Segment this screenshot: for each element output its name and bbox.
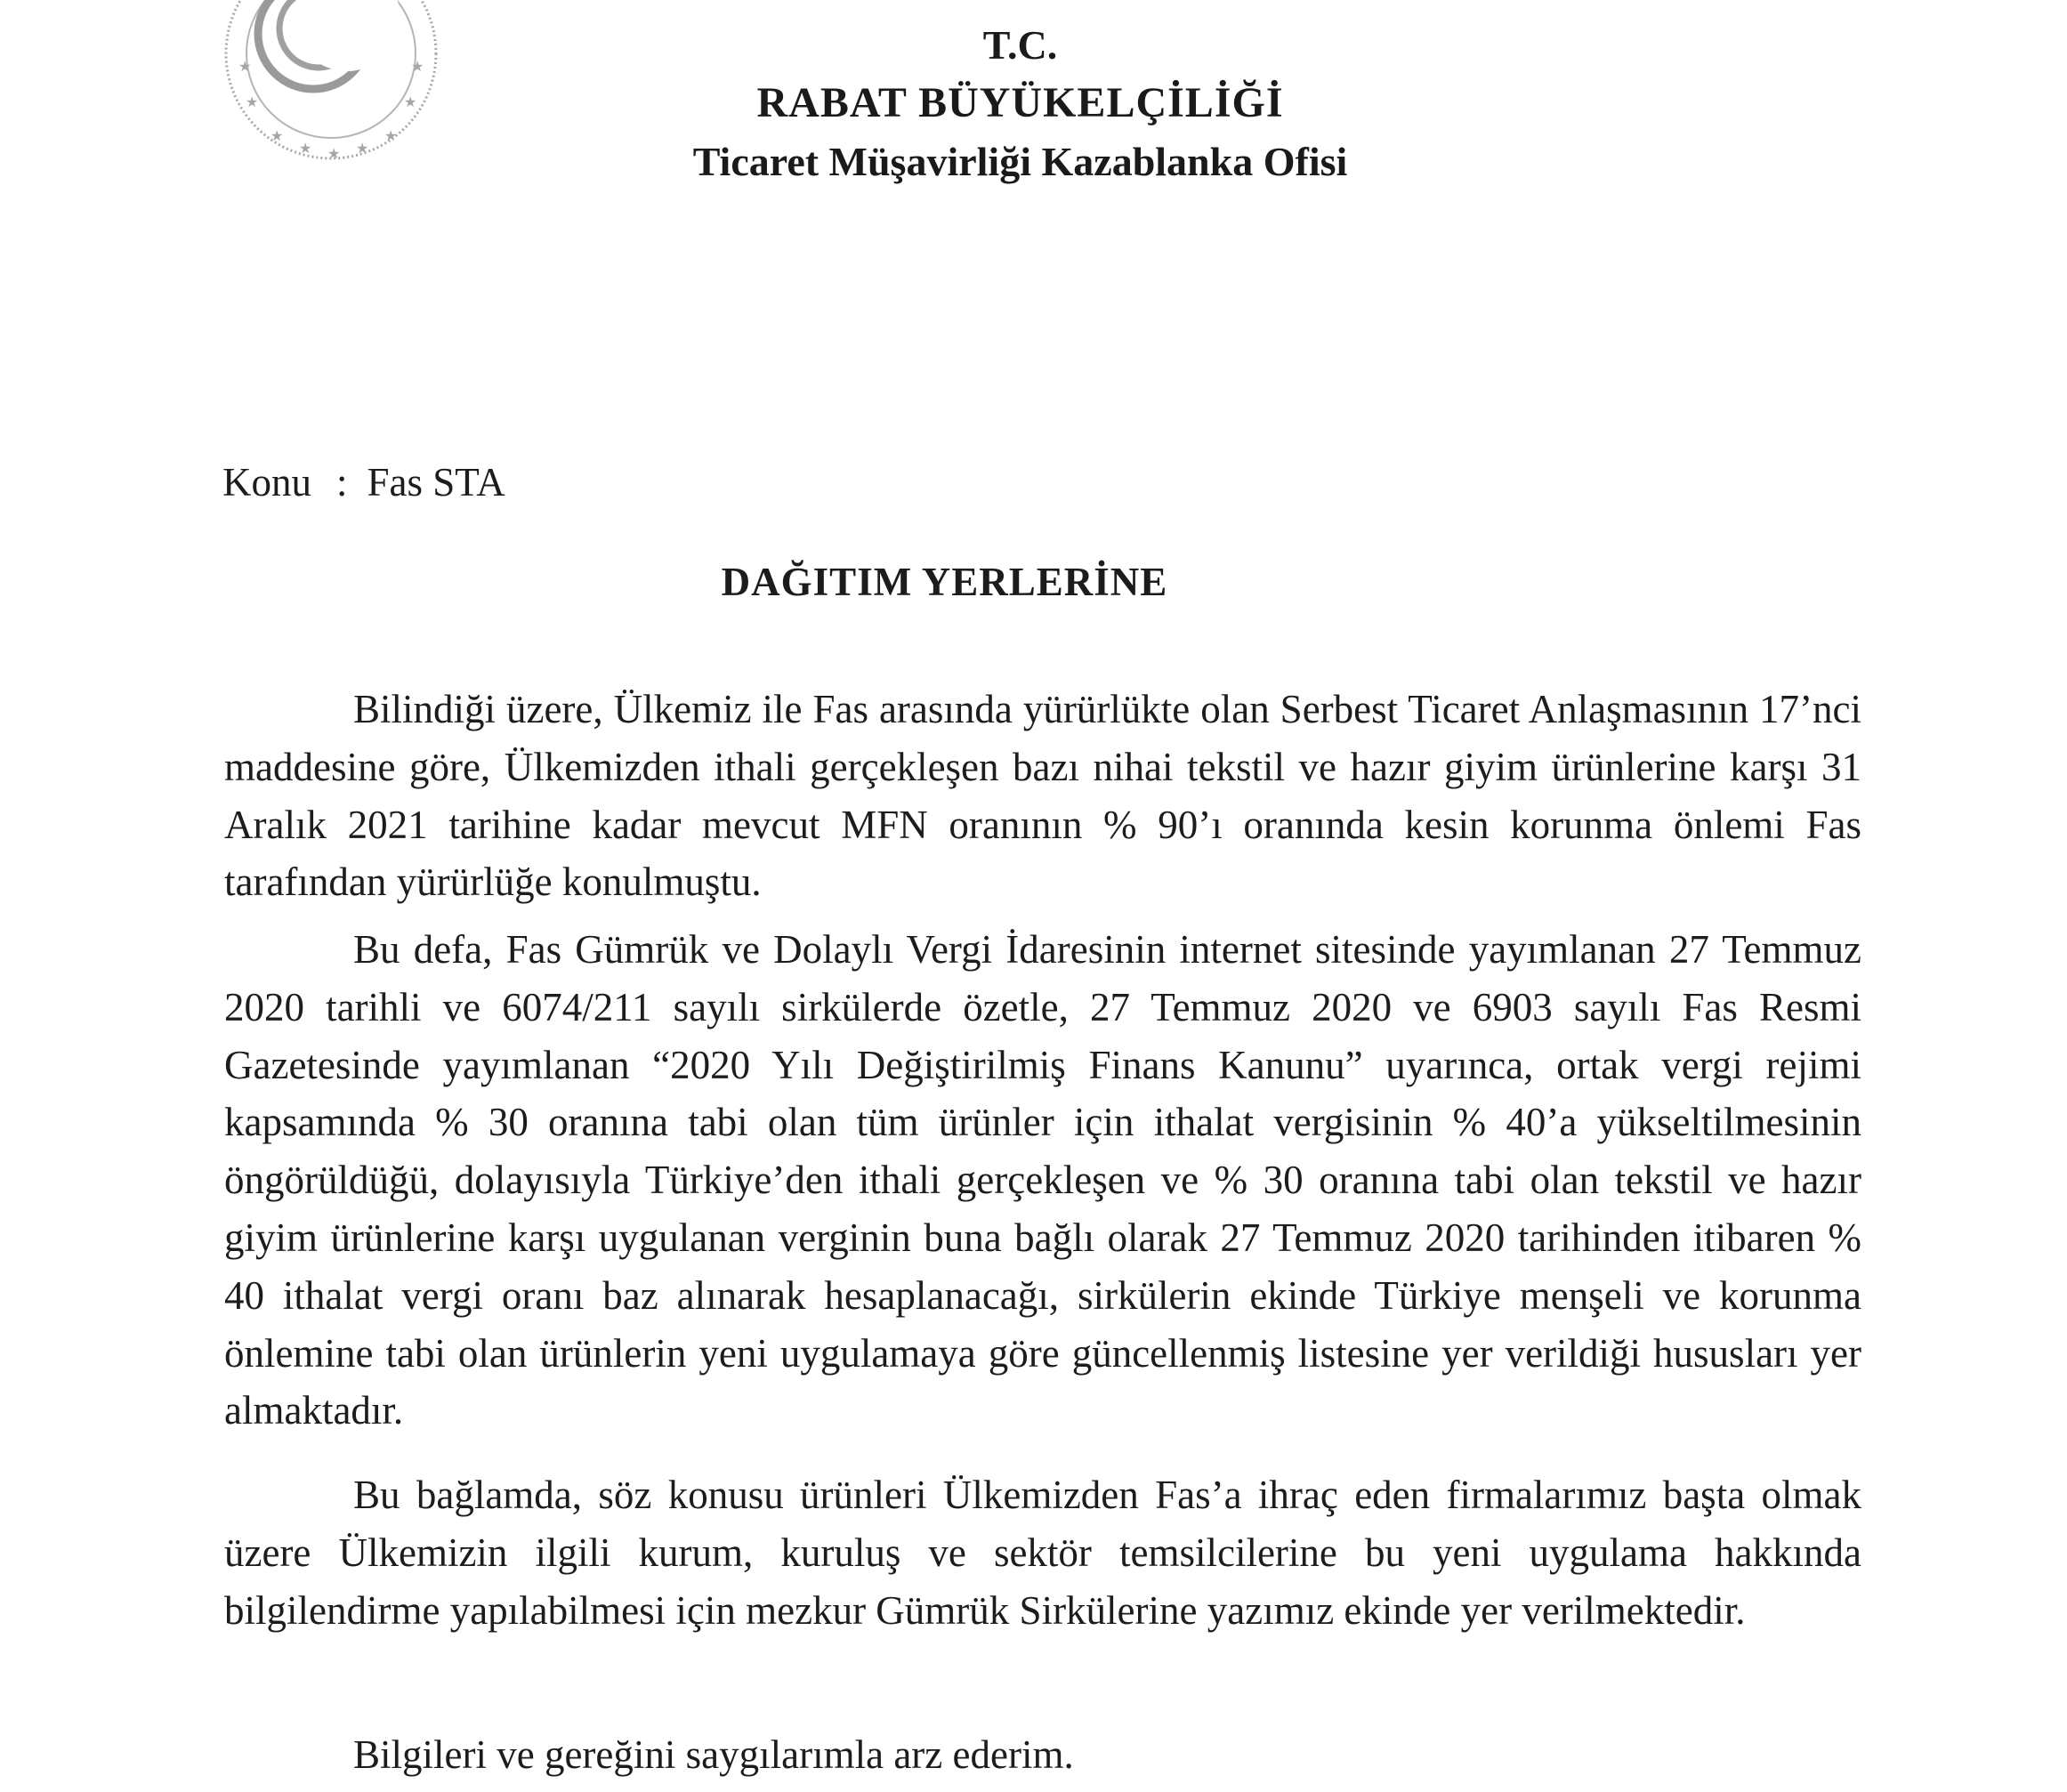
paragraph-text: Bilgileri ve gereğini saygılarımla arz ederim.: [353, 1732, 1074, 1777]
header-office: Ticaret Müşavirliği Kazablanka Ofisi: [692, 139, 1348, 184]
svg-text:★: ★: [384, 127, 398, 144]
body-paragraph: [224, 681, 1861, 911]
svg-text:★: ★: [238, 58, 252, 75]
svg-text:★: ★: [404, 93, 417, 110]
header-state: T.C.: [982, 22, 1058, 68]
addressee-heading: DAĞITIM YERLERİNE: [721, 560, 1168, 604]
svg-text:★: ★: [411, 58, 424, 75]
subject-separator: :: [336, 460, 348, 505]
header-embassy: RABAT BÜYÜKELÇİLİĞİ: [756, 79, 1284, 126]
closing-paragraph: [224, 1726, 1861, 1784]
svg-text:★: ★: [356, 140, 369, 157]
svg-text:★: ★: [270, 127, 284, 144]
subject-value: Fas STA: [367, 460, 505, 505]
subject-label: Konu: [222, 460, 311, 505]
body-paragraph: [224, 1466, 1861, 1639]
paragraph-text: Bu bağlamda, söz konusu ürünleri Ülkemizden Fas’a ihraç eden firmalarımız başta olmak üzere Ülkemizin ilgili kurum, kuruluş ve sektör temsilcilerine bu yeni uygulama hakkında bilgilendirme yapılabilmesi için mezkur Gümrük Sirkülerine yazımız ekinde yer verilmektedir.: [224, 1473, 1861, 1633]
subject-line: [222, 459, 505, 505]
body-paragraph: [224, 921, 1861, 1440]
svg-text:★: ★: [246, 93, 259, 110]
svg-text:★: ★: [327, 145, 341, 162]
svg-text:★: ★: [299, 140, 312, 157]
paragraph-text: Bu defa, Fas Gümrük ve Dolaylı Vergi İdaresinin internet sitesinde yayımlanan 27 Temmuz 2020 tarihli ve 6074/211 sayılı sirkülerde özetle, 27 Temmuz 2020 ve 6903 sayılı Fas Resmi Gazetesinde yayımlanan “2020 Yılı Değiştirilmiş Finans Kanunu” uyarınca, ortak vergi rejimi kapsamında % 30 oranına tabi olan tüm ürünler için ithalat vergisinin % 40’a yükseltilmesinin öngörüldüğü, dolayısıyla Türkiye’den ithali gerçekleşen ve % 30 oranına tabi olan tekstil ve hazır giyim ürünlerine karşı uygulanan verginin buna bağlı olarak 27 Temmuz 2020 tarihinden itibaren % 40 ithalat vergi oranı baz alınarak hesaplanacağı, sirkülerin ekinde Türkiye menşeli ve korunma önlemine tabi olan ürünlerin yeni uygulamaya göre güncellenmiş listesine yer verildiği hususları yer almaktadır.: [224, 927, 1861, 1433]
paragraph-text: Bilindiği üzere, Ülkemiz ile Fas arasında yürürlükte olan Serbest Ticaret Anlaşmasının 17’nci maddesine göre, Ülkemizden ithali gerçekleşen bazı nihai tekstil ve hazır giyim ürünlerine karşı 31 Aralık 2021 tarihine kadar mevcut MFN oranının % 90’ı oranında kesin korunma önlemi Fas tarafından yürürlüğe konulmuştu.: [224, 687, 1861, 905]
